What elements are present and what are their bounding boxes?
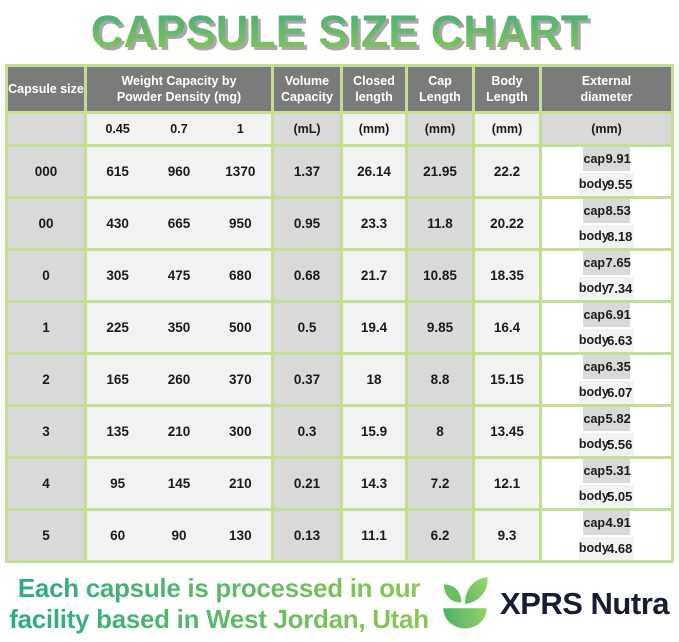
external-body-label: body [578, 437, 609, 452]
footer-line2: facility based in West Jordan, Utah [9, 603, 429, 634]
cell-weights [87, 459, 271, 508]
header-volume-capacity [274, 67, 340, 111]
weight-045-value: 135 [106, 424, 129, 439]
cell-closed-length: 14.3 [343, 459, 405, 508]
cell-weights [87, 407, 271, 456]
subheader-closed-unit: (mm) [343, 114, 405, 144]
header-body-length-label: Body Length [486, 73, 528, 104]
weight-07-value: 475 [167, 268, 191, 283]
external-cap-value: 4.91 [605, 515, 631, 531]
cell-external-diameter [542, 459, 671, 508]
external-body-label: body [578, 385, 609, 400]
brand-logo [436, 572, 671, 635]
cell-closed-length: 11.1 [343, 511, 405, 560]
external-body-row [579, 173, 634, 197]
external-body-value: 9.55 [607, 176, 633, 192]
external-cap-row [583, 303, 630, 327]
cell-cap-length: 7.2 [408, 459, 472, 508]
external-body-value: 6.63 [607, 332, 633, 348]
external-body-row [579, 277, 634, 301]
external-body-value: 7.34 [607, 280, 633, 296]
external-body-label: body [578, 177, 609, 192]
page-title: CAPSULE SIZE CHART [0, 2, 679, 62]
external-body-row [579, 381, 634, 405]
cell-external-diameter [542, 303, 671, 352]
subheader-density-07: 0.7 [170, 122, 188, 136]
cell-size: 4 [8, 459, 84, 508]
cell-volume: 0.68 [274, 251, 340, 300]
cell-volume: 0.37 [274, 355, 340, 404]
cell-cap-length: 10.85 [408, 251, 472, 300]
external-cap-label: cap [583, 307, 606, 322]
external-cap-row [583, 459, 630, 483]
external-body-value: 6.07 [607, 384, 633, 400]
header-cap-length [408, 67, 472, 111]
cell-cap-length: 9.85 [408, 303, 472, 352]
external-body-label: body [578, 333, 609, 348]
external-cap-row [583, 199, 630, 223]
cell-body-length: 15.15 [475, 355, 539, 404]
cell-closed-length: 15.9 [343, 407, 405, 456]
cell-size: 1 [8, 303, 84, 352]
cell-cap-length: 8 [408, 407, 472, 456]
subheader-cap-unit: (mm) [408, 114, 472, 144]
cell-cap-length: 21.95 [408, 147, 472, 196]
external-cap-value: 5.82 [605, 411, 631, 427]
weight-1-value: 370 [229, 372, 252, 387]
external-cap-value: 7.65 [605, 255, 631, 271]
cell-external-diameter [542, 251, 671, 300]
cell-weights [87, 199, 271, 248]
external-cap-label: cap [583, 255, 606, 270]
header-external-diameter [542, 67, 671, 111]
cell-external-diameter [542, 407, 671, 456]
external-cap-label: cap [583, 203, 606, 218]
external-body-row [579, 537, 634, 561]
cell-volume: 0.3 [274, 407, 340, 456]
subheader-volume-unit: (mL) [274, 114, 340, 144]
external-cap-value: 6.35 [605, 359, 631, 375]
weight-1-value: 680 [229, 268, 252, 283]
weight-07-value: 210 [167, 424, 191, 439]
cell-body-length: 9.3 [475, 511, 539, 560]
subheader-densities [87, 114, 271, 144]
cell-body-length: 16.4 [475, 303, 539, 352]
external-body-value: 5.05 [607, 488, 633, 504]
weight-07-value: 665 [167, 216, 191, 231]
external-cap-value: 8.53 [605, 203, 631, 219]
cell-body-length: 20.22 [475, 199, 539, 248]
cell-body-length: 18.35 [475, 251, 539, 300]
external-body-label: body [578, 541, 609, 556]
weight-1-value: 300 [229, 424, 252, 439]
weight-1-value: 210 [229, 476, 252, 491]
external-cap-value: 9.91 [605, 151, 631, 167]
cell-closed-length: 26.14 [343, 147, 405, 196]
header-cap-length-label: Cap Length [419, 73, 461, 104]
leaf-bowl-icon [436, 572, 494, 635]
subheader-body-unit: (mm) [475, 114, 539, 144]
external-cap-row [583, 407, 630, 431]
cell-cap-length: 6.2 [408, 511, 472, 560]
cell-external-diameter [542, 199, 671, 248]
header-capsule-size: Capsule size [8, 67, 84, 111]
weight-045-value: 615 [106, 164, 129, 179]
cell-closed-length: 21.7 [343, 251, 405, 300]
footer-text [2, 573, 436, 634]
weight-1-value: 950 [229, 216, 252, 231]
cell-weights [87, 511, 271, 560]
subheader-external-unit: (mm) [542, 114, 671, 144]
cell-cap-length: 11.8 [408, 199, 472, 248]
header-volume-capacity-label: Volume Capacity [280, 73, 334, 104]
cell-cap-length: 8.8 [408, 355, 472, 404]
external-body-value: 4.68 [607, 540, 633, 556]
footer [0, 572, 679, 635]
external-cap-row [583, 355, 630, 379]
external-cap-value: 6.91 [605, 307, 631, 323]
cell-volume: 0.13 [274, 511, 340, 560]
external-cap-label: cap [583, 411, 606, 426]
footer-line1: Each capsule is processed in our [17, 572, 421, 603]
external-body-row [579, 485, 634, 509]
cell-size: 000 [8, 147, 84, 196]
weight-07-value: 350 [167, 320, 191, 335]
weight-07-value: 90 [171, 528, 187, 543]
weight-07-value: 145 [167, 476, 191, 491]
brand-name: XPRS Nutra [500, 585, 669, 621]
external-body-value: 5.56 [607, 436, 633, 452]
weight-1-value: 1370 [225, 164, 256, 179]
cell-volume: 0.5 [274, 303, 340, 352]
header-external-diameter-label: External diameter [580, 73, 633, 104]
cell-size: 0 [8, 251, 84, 300]
external-body-label: body [578, 229, 609, 244]
external-cap-label: cap [583, 515, 606, 530]
cell-volume: 0.95 [274, 199, 340, 248]
external-body-row [579, 433, 634, 457]
external-cap-label: cap [583, 463, 606, 478]
header-weight-capacity-label: Weight Capacity by Powder Density (mg) [116, 73, 242, 104]
weight-045-value: 95 [110, 476, 126, 491]
cell-volume: 0.21 [274, 459, 340, 508]
cell-body-length: 13.45 [475, 407, 539, 456]
weight-07-value: 260 [167, 372, 191, 387]
weight-045-value: 225 [106, 320, 129, 335]
header-body-length [475, 67, 539, 111]
capsule-size-table [5, 64, 674, 563]
cell-weights [87, 303, 271, 352]
external-cap-label: cap [583, 151, 606, 166]
cell-weights [87, 147, 271, 196]
cell-body-length: 12.1 [475, 459, 539, 508]
weight-045-value: 430 [106, 216, 129, 231]
cell-closed-length: 19.4 [343, 303, 405, 352]
cell-volume: 1.37 [274, 147, 340, 196]
external-body-row [579, 225, 634, 249]
header-closed-length [343, 67, 405, 111]
subheader-density-1: 1 [236, 122, 244, 136]
cell-external-diameter [542, 147, 671, 196]
cell-external-diameter [542, 511, 671, 560]
weight-1-value: 130 [229, 528, 252, 543]
external-cap-row [583, 251, 630, 275]
header-closed-length-label: Closed length [353, 73, 395, 104]
weight-1-value: 500 [229, 320, 252, 335]
weight-07-value: 960 [167, 164, 191, 179]
weight-045-value: 60 [110, 528, 126, 543]
external-cap-label: cap [583, 359, 606, 374]
external-cap-row [583, 511, 630, 535]
subheader-capsule-size-empty [8, 114, 84, 144]
cell-size: 3 [8, 407, 84, 456]
cell-weights [87, 355, 271, 404]
cell-size: 00 [8, 199, 84, 248]
cell-closed-length: 18 [343, 355, 405, 404]
external-body-value: 8.18 [607, 228, 633, 244]
header-weight-capacity [87, 67, 271, 111]
cell-body-length: 22.2 [475, 147, 539, 196]
weight-045-value: 165 [106, 372, 129, 387]
cell-external-diameter [542, 355, 671, 404]
external-body-row [579, 329, 634, 353]
cell-size: 2 [8, 355, 84, 404]
external-cap-row [583, 147, 630, 171]
external-body-label: body [578, 489, 609, 504]
cell-closed-length: 23.3 [343, 199, 405, 248]
cell-size: 5 [8, 511, 84, 560]
cell-weights [87, 251, 271, 300]
weight-045-value: 305 [106, 268, 129, 283]
subheader-density-045: 0.45 [105, 122, 130, 136]
capsule-size-chart-page [0, 2, 679, 642]
external-cap-value: 5.31 [605, 463, 631, 479]
external-body-label: body [578, 281, 609, 296]
